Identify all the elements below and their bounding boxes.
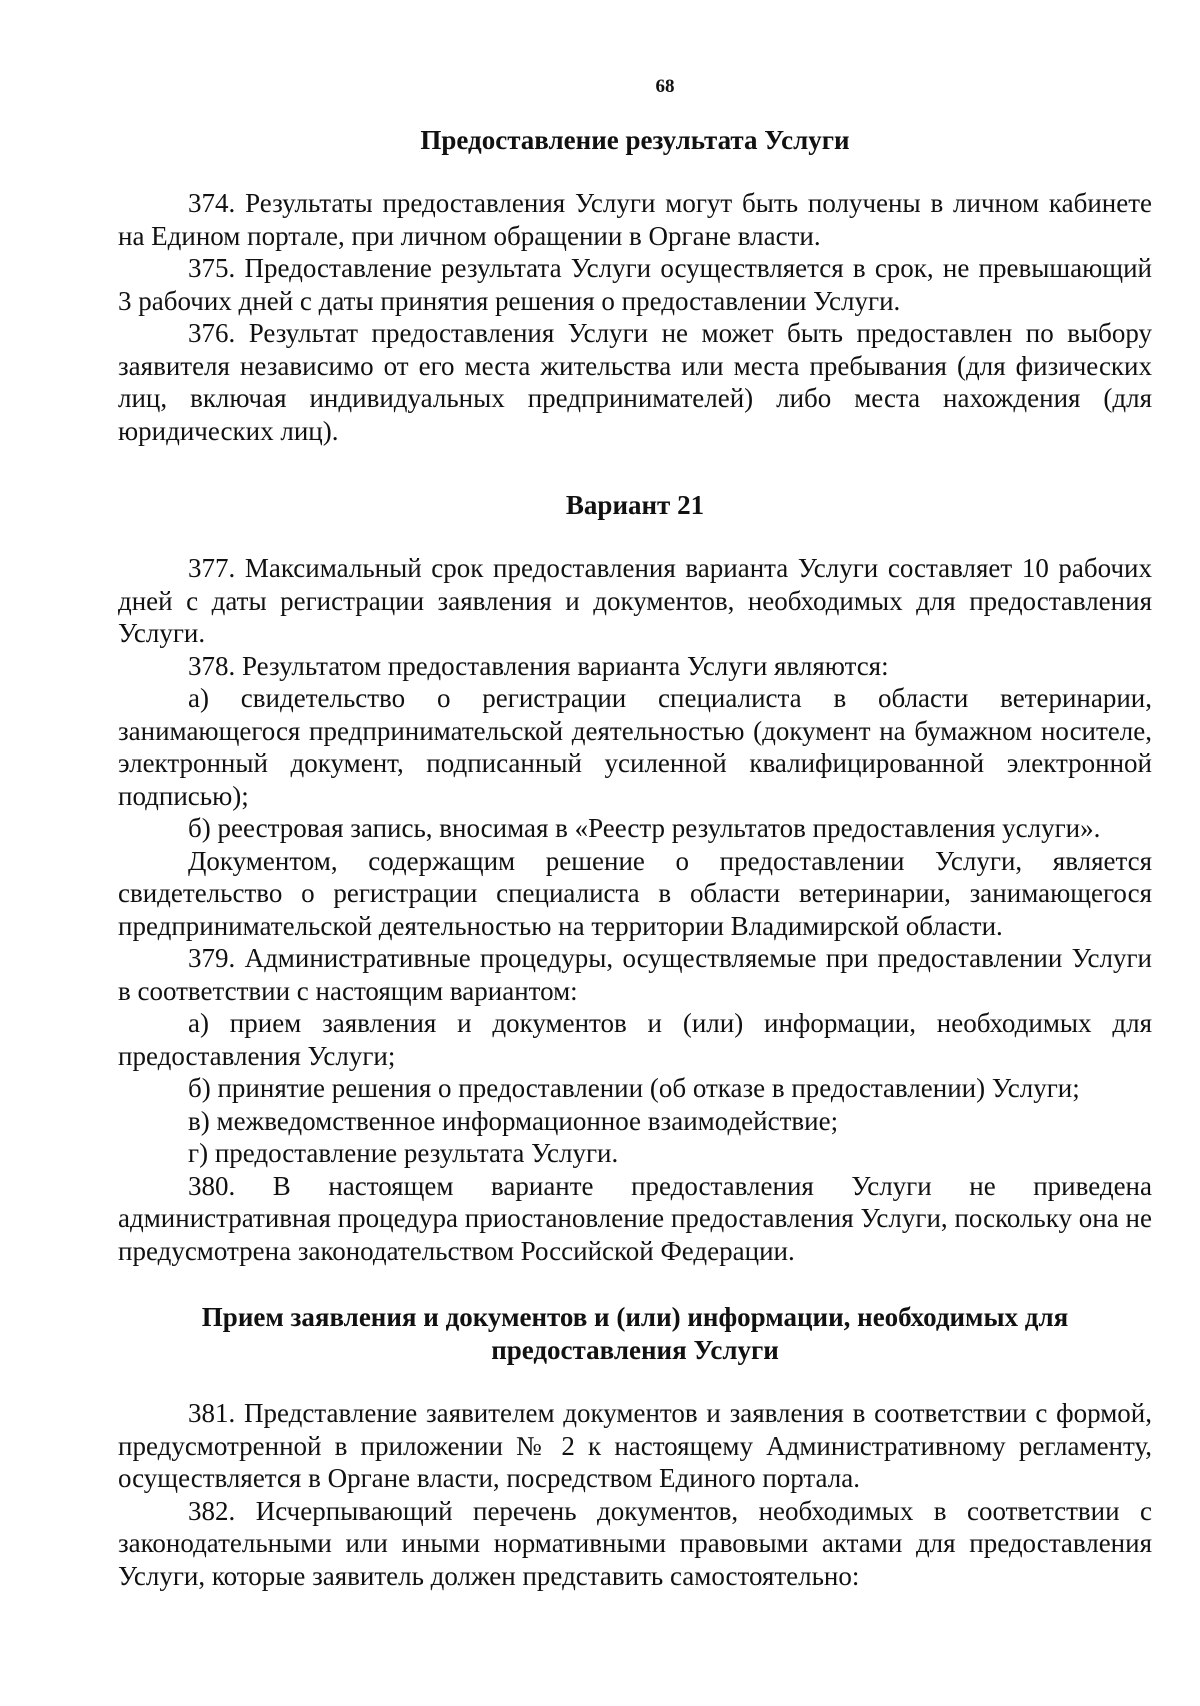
paragraph-382: 382. Исчерпывающий перечень документов, необходимых в соответствии с законодательными или иными нормативными правовыми актами для предоставления Услуги, которые заявитель должен представить самостоятельно: — [118, 1495, 1152, 1591]
paragraph-380: 380. В настоящем варианте предоставления Услуги не приведена административная процедура приостановление предоставления Услуги, поскольку она не предусмотрена законодательством Российской Федерации. — [118, 1170, 1152, 1266]
page-number: 68 — [655, 76, 675, 97]
paragraph-379: 379. Административные процедуры, осуществляемые при предоставлении Услуги в соответствии с настоящим вариантом: — [118, 943, 1152, 1006]
paragraph-376: 376. Результат предоставления Услуги не может быть предоставлен по выбору заявителя независимо от его места жительства или места пребывания (для физических лиц, включая индивидуальных предпринимателей) либо места нахождения (для юридических лиц). — [118, 318, 1152, 446]
section-title-variant-21: Вариант 21 — [565, 490, 705, 520]
paragraph-378-a: а) свидетельство о регистрации специалиста в области ветеринарии, занимающегося предпринимательской деятельностью (документ на бумажном носителе, электронный документ, подписанный усиленной квалифицированной электронной подписью); — [118, 683, 1152, 811]
paragraph-379-b: б) принятие решения о предоставлении (об отказе в предоставлении) Услуги; — [188, 1073, 1080, 1103]
paragraph-378-b: б) реестровая запись, вносимая в «Реестр результатов предоставления услуги». — [188, 813, 1101, 843]
paragraph-381: 381. Представление заявителем документов и заявления в соответствии с формой, предусмотренной в приложении № 2 к настоящему Административному регламенту, осуществляется в Органе власти, посредством Единого портала. — [118, 1398, 1152, 1493]
paragraph-379-c: в) межведомственное информационное взаимодействие; — [188, 1105, 839, 1136]
section-title-result: Предоставление результата Услуги — [420, 125, 850, 155]
paragraph-379-d: г) предоставление результата Услуги. — [188, 1138, 619, 1168]
paragraph-378: 378. Результатом предоставления варианта Услуги являются: — [188, 650, 889, 681]
paragraph-374: 374. Результаты предоставления Услуги могут быть получены в личном кабинете на Едином портале, при личном обращении в Органе власти. — [118, 188, 1152, 251]
paragraph-379-a: а) прием заявления и документов и (или) информации, необходимых для предоставления Услуги; — [118, 1008, 1152, 1071]
paragraph-377: 377. Максимальный срок предоставления варианта Услуги составляет 10 рабочих дней с даты регистрации заявления и документов, необходимых для предоставления Услуги. — [118, 553, 1152, 648]
paragraph-378-decision: Документом, содержащим решение о предоставлении Услуги, является свидетельство о регистрации специалиста в области ветеринарии, занимающегося предпринимательской деятельностью на территории Владимирской области. — [118, 845, 1152, 941]
section-title-application: Прием заявления и документов и (или) информации, необходимых для предоставления Услуги — [201, 1302, 1069, 1365]
paragraph-375: 375. Предоставление результата Услуги осуществляется в срок, не превышающий 3 рабочих дней с даты принятия решения о предоставлении Услуги. — [118, 253, 1152, 316]
